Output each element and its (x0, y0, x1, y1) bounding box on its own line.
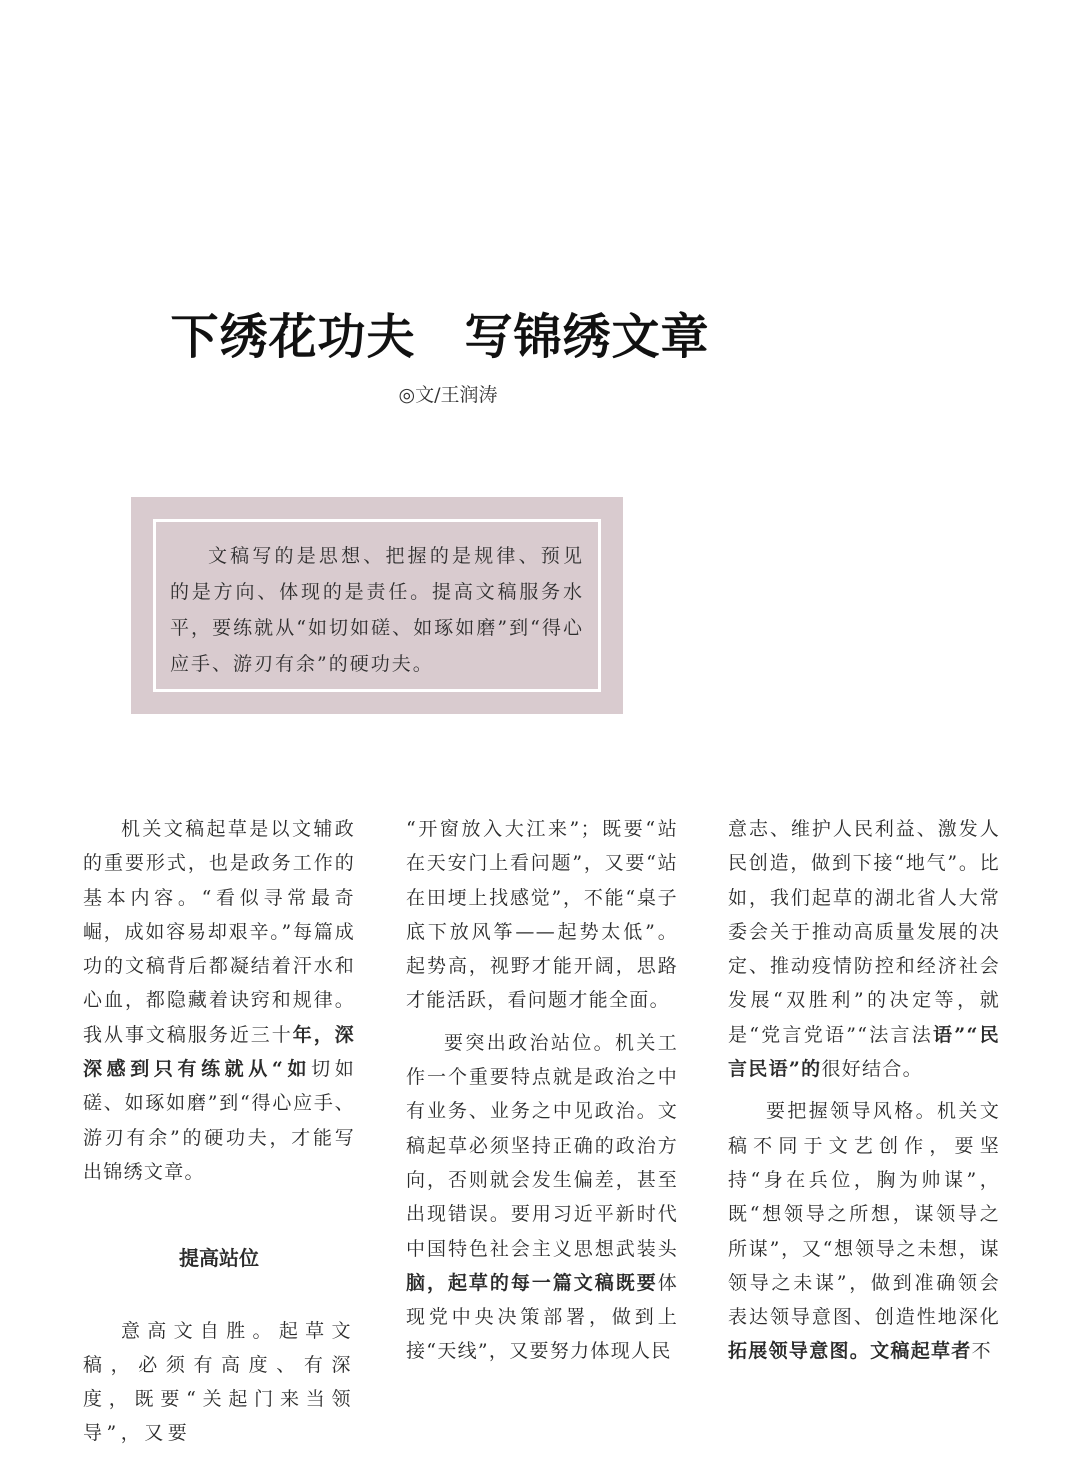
byline: ◎文/王润涛 (398, 384, 498, 406)
abstract-text: 文稿写的是思想、把握的是规律、预见的是方向、体现的是责任。提高文稿服务水平，要练就从“如切如磋、如琢如磨”到“得心应手、游刃有余”的硬功夫。 (170, 545, 584, 675)
bold-text: 脑，起草的每一篇文稿既要 (406, 1271, 658, 1294)
paragraph: “开窗放入大江来”；既要“站在天安门上看问题”，又要“站在田埂上找感觉”，不能“桌子底下放风筝——起势太低”。起势高，视野才能开阔，思路才能活跃，看问题才能全面。 (406, 818, 678, 1012)
abstract-frame (153, 519, 601, 692)
section-heading: 提高站位 (179, 1246, 259, 1271)
paragraph-text: 不 (971, 1340, 992, 1363)
text-column-2 (406, 812, 678, 1369)
paragraph-text: 切如磋、如琢如磨”到“得心应手、游刃有余”的硬功夫，才能写出锦绣文章。 (83, 1058, 355, 1183)
paragraph-text: 要突出政治站位。机关工作一个重要特点就是政治之中有业务、业务之中见政治。文稿起草必须坚持正确的政治方向，否则就会发生偏差，甚至出现错误。要用习近平新时代中国特色社会主义思想武装头 (406, 1031, 678, 1260)
paragraph-text: 要把握领导风格。机关文稿不同于文艺创作，要坚持“身在兵位，胸为帅谋”，既“想领导之所想，谋领导之所谋”，又“想领导之未想，谋领导之未谋”，做到准确领会表达领导意图、创造性地深化 (728, 1100, 1000, 1329)
paragraph (406, 1026, 678, 1369)
paragraph: 意高文自胜。起草文稿，必须有高度、有深度，既要“关起门来当领导”，又要 (83, 1319, 355, 1445)
paragraph (728, 812, 1000, 1086)
paragraph-text: 很好结合。 (821, 1058, 923, 1081)
paragraph-text: 体现党中央决策部署，做到上接“天线”，又要努力体现人民 (406, 1271, 678, 1363)
bold-text: 语”“民言民语”的 (728, 1023, 1000, 1081)
paragraph (728, 1094, 1000, 1368)
paragraph-text: 意志、维护人民利益、激发人民创造，做到下接“地气”。比如，我们起草的湖北省人大常委会关于推动高质量发展的决定、推动疫情防控和经济社会发展“双胜利”的决定等，就是“党言党语”“法言法 (728, 818, 1000, 1046)
bold-text: 拓展领导意图。文稿起草者 (728, 1340, 972, 1363)
paragraph-text: 机关文稿起草是以文辅政的重要形式，也是政务工作的基本内容。“看似寻常最奇崛，成如容易却艰辛。”每篇成功的文稿背后都凝结着汗水和心血，都隐藏着诀窍和规律。我从事文稿服务近三十 (83, 818, 355, 1046)
text-column-3 (728, 812, 1000, 1369)
paragraph (83, 812, 355, 1189)
bold-text: 年，深深感到只有练就从“如 (83, 1023, 355, 1081)
article-title: 下绣花功夫 写锦绣文章 (170, 309, 710, 365)
abstract-box (131, 497, 623, 714)
text-column-1 (83, 812, 355, 1451)
